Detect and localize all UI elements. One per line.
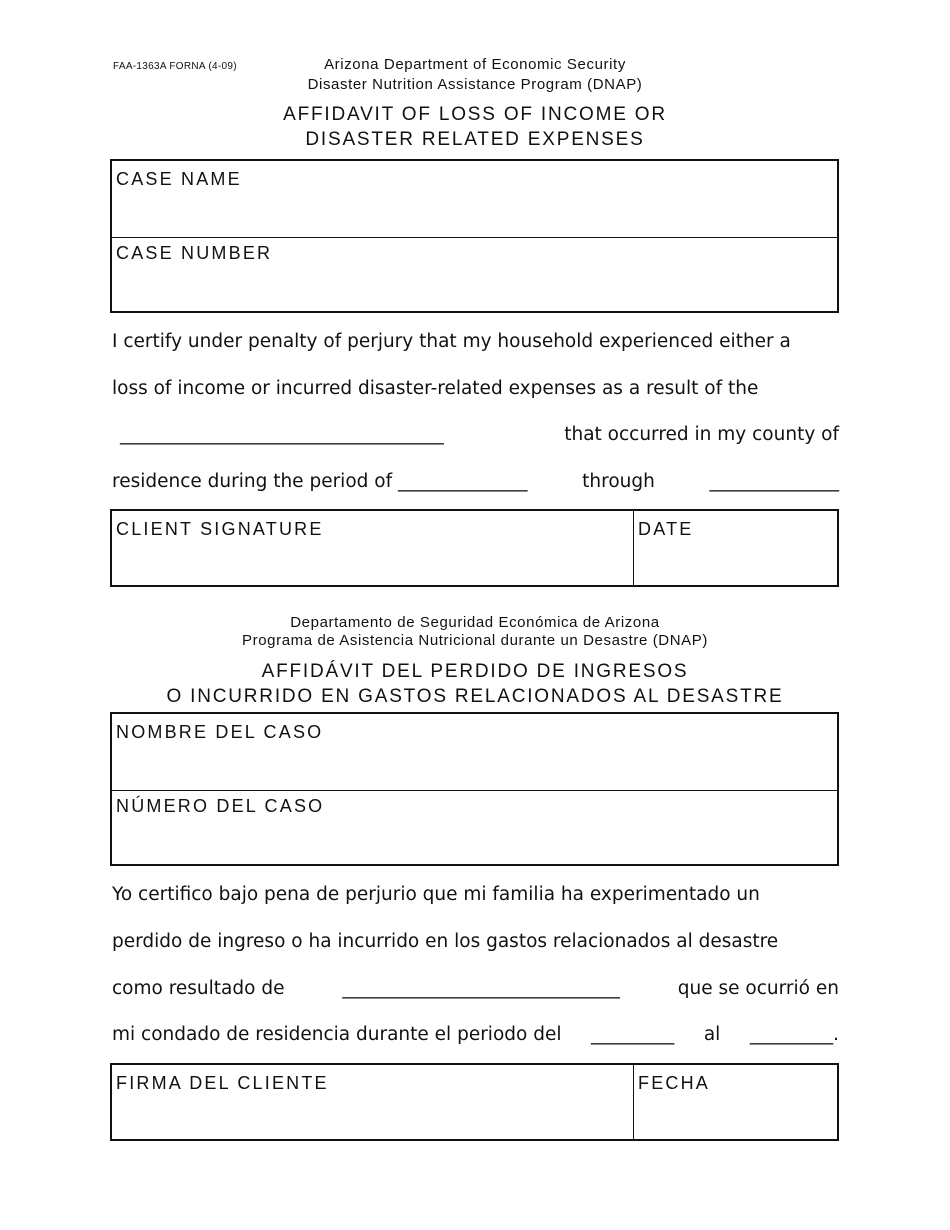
disaster-event-blank-es[interactable]: ______________________________ — [342, 978, 620, 999]
form-title-es-line-2: O INCURRIDO EN GASTOS RELACIONADOS AL DESASTRE — [166, 686, 784, 707]
statement-text: that occurred in my county of — [564, 424, 839, 445]
statement-text: Yo certifico bajo pena de perjurio que mi familia ha experimentado un — [112, 884, 760, 905]
through-word: through — [582, 471, 655, 492]
statement-text: perdido de ingreso o ha incurrido en los gastos relacionados al desastre — [112, 931, 779, 952]
client-signature-label-es: FIRMA DEL CLIENTE — [116, 1073, 329, 1093]
statement-es-line-2 — [112, 931, 839, 952]
date-label: DATE — [638, 519, 694, 539]
statement-text: que se ocurrió en — [677, 978, 839, 999]
period-to-blank[interactable]: ______________ — [709, 471, 839, 492]
program-name-es: Programa de Asistencia Nutricional durante un Desastre (DNAP) — [242, 632, 708, 649]
form-title-line-2: DISASTER RELATED EXPENSES — [305, 129, 645, 150]
statement-text: residence during the period of — [112, 471, 393, 492]
case-number-field[interactable] — [112, 238, 837, 311]
statement-text: mi condado de residencia durante el periodo del — [112, 1024, 562, 1045]
period-to-blank-es[interactable]: _________. — [749, 1024, 839, 1045]
case-number-label-es: NÚMERO DEL CASO — [116, 796, 325, 816]
case-name-label-es: NOMBRE DEL CASO — [116, 722, 324, 742]
case-info-box — [110, 159, 839, 313]
period-from-blank-es[interactable]: _________ — [591, 1024, 675, 1045]
statement-text: loss of income or incurred disaster-related expenses as a result of the — [112, 378, 759, 399]
case-name-label: CASE NAME — [116, 169, 242, 189]
form-title-es-line-1: AFFIDÁVIT DEL PERDIDO DE INGRESOS — [261, 661, 689, 682]
signature-box-es — [110, 1063, 839, 1141]
case-info-box-es — [110, 712, 839, 866]
statement-line-1 — [112, 331, 839, 352]
statement-es-line-1 — [112, 884, 839, 905]
statement-es-line-4 — [112, 1024, 839, 1045]
statement-text: como resultado de — [112, 978, 285, 999]
date-field-es[interactable] — [634, 1065, 837, 1139]
form-code: FAA-1363A FORNA (4-09) — [113, 61, 237, 72]
statement-line-2 — [112, 378, 839, 399]
disaster-event-blank[interactable]: ___________________________________ — [120, 424, 444, 445]
date-field[interactable] — [634, 511, 837, 585]
case-number-field-es[interactable] — [112, 791, 837, 864]
statement-es-line-3 — [112, 978, 839, 999]
agency-name-es: Departamento de Seguridad Económica de Arizona — [290, 614, 660, 631]
date-label-es: FECHA — [638, 1073, 711, 1093]
statement-text: I certify under penalty of perjury that my household experienced either a — [112, 331, 791, 352]
statement-line-3 — [112, 424, 839, 445]
client-signature-label: CLIENT SIGNATURE — [116, 519, 324, 539]
case-name-field[interactable] — [112, 161, 837, 237]
program-name: Disaster Nutrition Assistance Program (DNAP) — [307, 76, 643, 93]
statement-line-4 — [112, 471, 839, 492]
form-title-line-1: AFFIDAVIT OF LOSS OF INCOME OR — [283, 104, 667, 125]
al-word: al — [703, 1024, 721, 1045]
client-signature-field[interactable] — [112, 511, 633, 585]
case-name-field-es[interactable] — [112, 714, 837, 790]
signature-box — [110, 509, 839, 587]
agency-name: Arizona Department of Economic Security — [324, 56, 626, 73]
client-signature-field-es[interactable] — [112, 1065, 633, 1139]
case-number-label: CASE NUMBER — [116, 243, 273, 263]
period-from-blank[interactable]: ______________ — [397, 471, 528, 492]
